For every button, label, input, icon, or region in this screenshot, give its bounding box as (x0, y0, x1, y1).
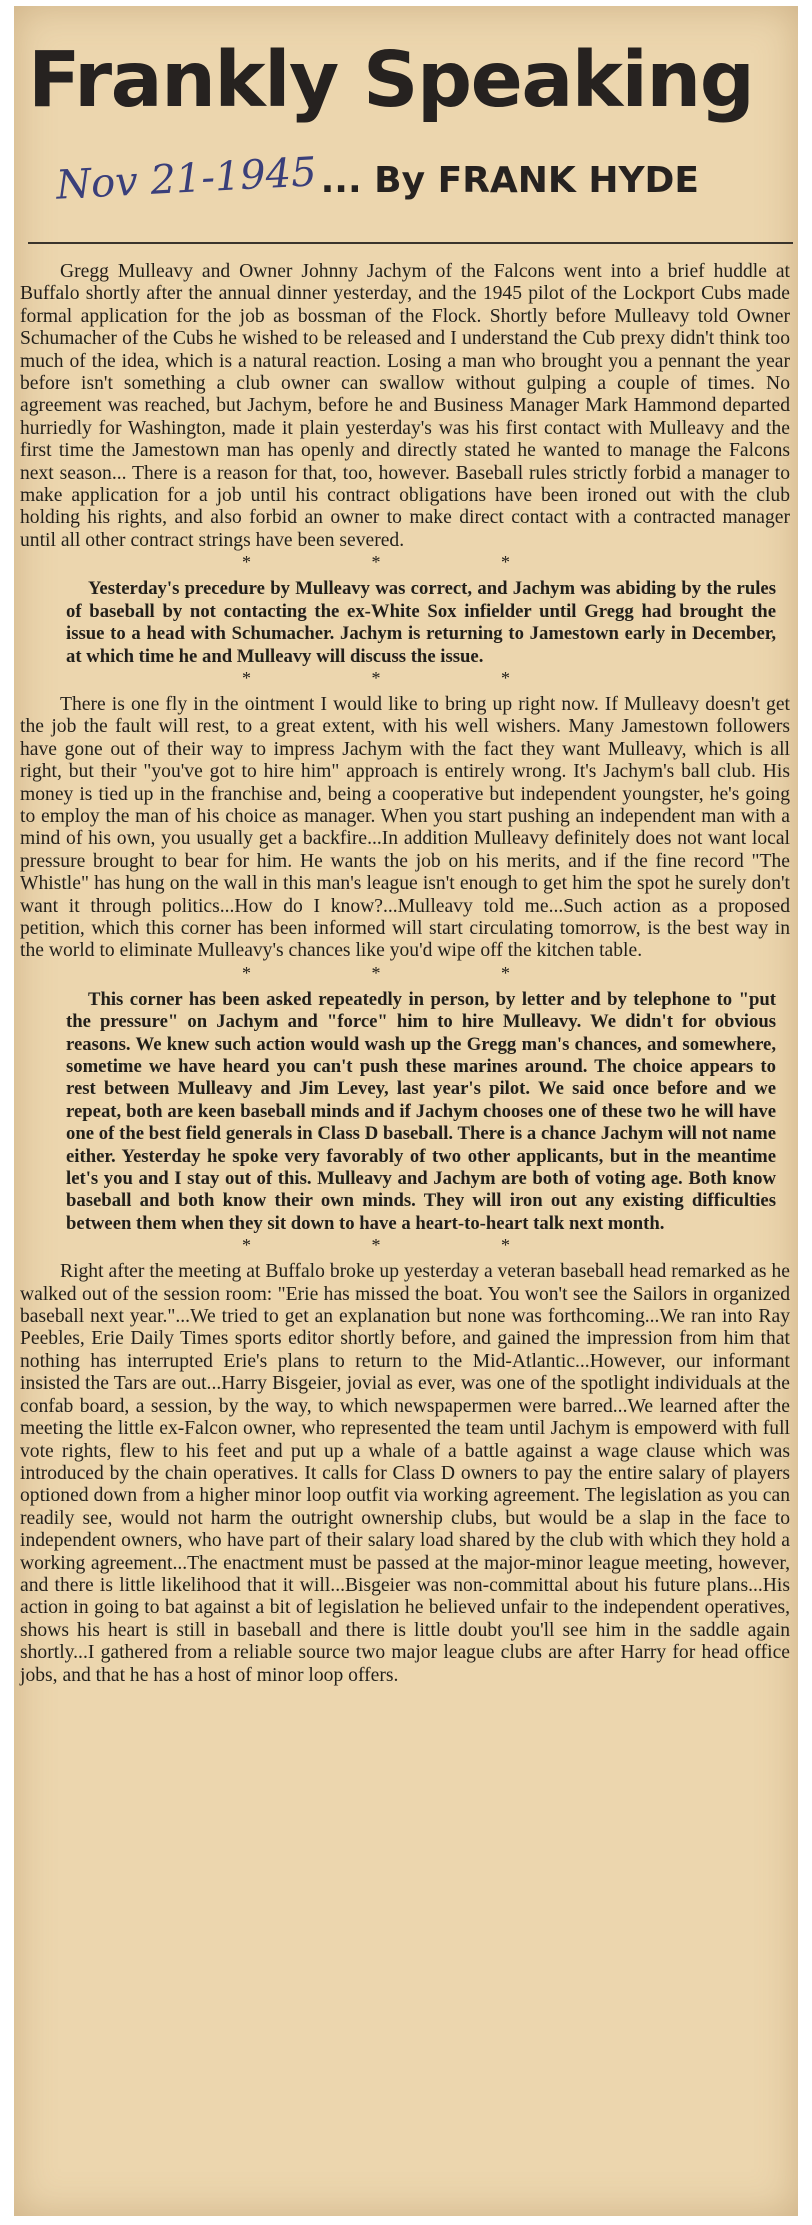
bold-paragraph-pressure: This corner has been asked repeatedly in person, by letter and by telephone to "put the pressure" on Jachym and "force" him to hire Mulleavy. We didn't for obvious reasons. We knew such action would wash up the Gregg man's chances, and somewhere, sometime we have heard you can't push these marines around. The choice appears to rest between Mulleavy and Jim Levey, last year's pilot. We said once before and we repeat, both are keen baseball minds and if Jachym chooses one of these two he will have one of the best field generals in Class D baseball. There is a chance Jachym will not name either. Yesterday he spoke very favorably of two other applicants, but in the meantime let's you and I stay out of this. Mulleavy and Jachym are both of voting age. Both know baseball and both know their own minds. They will iron out any existing difficulties between them when they sit down to have a heart-to-heart talk next month. (66, 988, 776, 1234)
author-byline: ... By FRANK HYDE (320, 160, 700, 201)
paragraph-fly-in-ointment: There is one fly in the ointment I would like to bring up right now. If Mulleavy doesn't get the job the fault will rest, to a great extent, with his well wishers. Many Jamestown followers have gone out of their way to impress Jachym with the fact they want Mulleavy, which is all right, but their "you've got to hire him" approach is entirely wrong. It's Jachym's ball club. His money is tied up in the franchise and, being a cooperative but independent youngster, he's going to employ the man of his choice as manager. When you start pushing an independent man with a mind of his own, you usually get a backfire...In addition Mulleavy definitely does not want local pressure brought to bear for him. He wants the job on his merits, and if the fine record "The Whistle" has hung on the wall in this man's league isn't enough to get him the spot he surely don't want it through politics...How do I know?...Mulleavy told me...Such action as a proposed petition, which this corner has been informed will start circulating tomorrow, is the best way in the world to eliminate Mulleavy's chances like you'd wipe off the kitchen table. (20, 693, 790, 962)
newspaper-clipping (14, 6, 798, 2216)
section-separator: * * * (242, 667, 568, 688)
column-body (20, 261, 790, 1687)
section-separator: * * * (242, 552, 568, 573)
column-title: Frankly Speaking (28, 36, 754, 125)
byline-row (54, 149, 700, 209)
bold-paragraph-procedure: Yesterday's precedure by Mulleavy was correct, and Jachym was abiding by the rules of baseball by not contacting the ex-White Sox infielder until Gregg had brought the issue to a head with Schumacher. Jachym is returning to Jamestown early in December, at which time he and Mulleavy will discuss the issue. (66, 578, 776, 667)
paragraph-buffalo-meeting: Right after the meeting at Buffalo broke up yesterday a veteran baseball head remarked as he walked out of the session room: "Erie has missed the boat. You won't see the Sailors in organized baseball next year."...We tried to get an explanation but none was forthcoming...We ran into Ray Peebles, Erie Daily Times sports editor shortly before, and gained the impression from him that nothing has interrupted Erie's plans to return to the Mid-Atlantic...However, our informant insisted the Tars are out...Harry Bisgeier, jovial as ever, was one of the spotlight individuals at the confab board, a session, by the way, to which newspapermen were barred...We learned after the meeting the little ex-Falcon owner, who represented the team until Jachym is empowerd with full vote rights, flew to his feet and put up a whale of a battle against a wage clause which was introduced by the chain operatives. It calls for Class D owners to pay the entire salary of players optioned down from a higher minor loop outfit via working agreement. The legislation as you can readily see, would not harm the outright ownership clubs, but would be a slap in the face to independent owners, who have part of their salary load shared by the club with which they hold a working agreement...The enactment must be passed at the major-minor league meeting, however, and there is little likelihood that it will...Bisgeier was non-committal about his future plans...His action in going to bat against a bit of legislation he believed unfair to the independent operatives, shows his heart is still in baseball and there is little doubt you'll see him in the saddle again shortly...I gathered from a reliable source two major league clubs are after Harry for head office jobs, and that he has a host of minor loop offers. (20, 1261, 790, 1686)
section-separator: * * * (242, 1235, 568, 1256)
header-rule (28, 242, 793, 244)
paragraph-mulleavy-huddle: Gregg Mulleavy and Owner Johnny Jachym of the Falcons went into a brief huddle at Buffalo shortly after the annual dinner yesterday, and the 1945 pilot of the Lockport Cubs made formal application for the job as bossman of the Flock. Shortly before Mulleavy told Owner Schumacher of the Cubs he wished to be released and I understand the Cub prexy didn't think too much of the idea, which is a natural reaction. Losing a man who brought you a pennant the year before isn't something a club owner can swallow without gulping a couple of times. No agreement was reached, but Jachym, before he and Business Manager Mark Hammond departed hurriedly for Washington, made it plain yesterday's was his first contact with Mulleavy and the first time the Jamestown man has openly and directly stated he wanted to manage the Falcons next season... There is a reason for that, too, however. Baseball rules strictly forbid a manager to make application for a job until his contract obligations have been ironed out with the club holding his rights, and also forbid an owner to make direct contact with a contracted manager until all other contract strings have been severed. (20, 261, 790, 551)
section-separator: * * * (242, 962, 568, 983)
handwritten-date: Nov 21-1945 (54, 149, 318, 209)
